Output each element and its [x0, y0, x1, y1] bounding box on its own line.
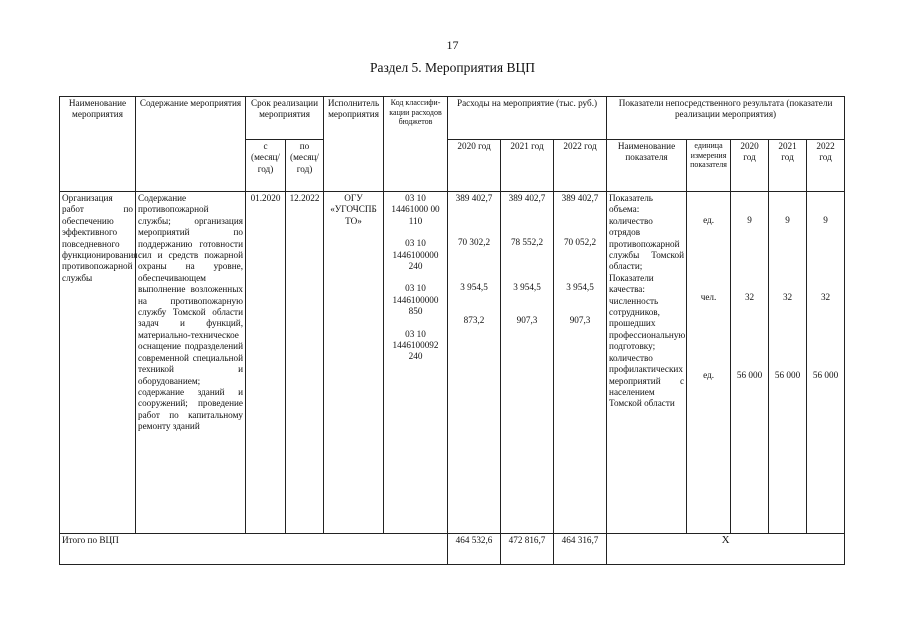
exp-2021-1: 389 402,7	[508, 193, 546, 203]
header-term-to: по (месяц/год)	[286, 140, 324, 192]
unit-1: ед.	[703, 215, 714, 225]
ind-2021-2: 32	[782, 292, 793, 303]
unit-2: чел.	[700, 292, 717, 303]
exp-2021-2: 78 552,2	[510, 237, 544, 248]
header-row	[60, 97, 845, 140]
header-exp-2020: 2020 год	[448, 140, 501, 192]
header-ind-2022: 2022 год	[807, 140, 845, 192]
header-executor: Исполнитель мероприятия	[324, 97, 384, 192]
header-expenses: Расходы на мероприятие (тыс. руб.)	[448, 97, 607, 140]
measure-name: Организация работ по обеспечению эффективного повседневного функционирования противопожарной службы	[60, 192, 136, 534]
expenses-2022-cell	[554, 192, 607, 534]
executor: ОГУ «УГОЧСПБ ТО»	[324, 192, 384, 534]
ind-2020-cell	[731, 192, 769, 534]
header-indicator-name: Наименование показателя	[607, 140, 687, 192]
ind-2022-1: 9	[823, 215, 828, 225]
header-code: Код классифи-кации расходов бюджетов	[384, 97, 448, 192]
exp-2022-1: 389 402,7	[561, 193, 599, 203]
exp-2021-3: 3 954,5	[513, 281, 541, 292]
header-ind-2021: 2021 год	[769, 140, 807, 192]
ind-2022-2: 32	[820, 292, 831, 303]
expenses-2020-cell	[448, 192, 501, 534]
ind-2020-3: 56 000	[736, 369, 763, 380]
ind-2020-1: 9	[747, 215, 752, 225]
exp-2020-4: 873,2	[463, 315, 485, 326]
exp-2022-4: 907,3	[569, 315, 591, 326]
unit-3: ед.	[703, 369, 714, 380]
total-2021: 472 816,7	[501, 534, 554, 565]
ind-2020-2: 32	[744, 292, 755, 303]
code-1: 03 10 14461000 00 110	[391, 193, 440, 226]
page-number: 17	[446, 38, 459, 52]
table-row	[60, 192, 845, 534]
ind-2022-3: 56 000	[812, 369, 839, 380]
measure-content: Содержание противопожарной службы; организация мероприятий по поддержанию готовности сил и средств пожарной охраны на уровне, обеспечивающем выполнение возложенных на противопожарную службу Томской области задач и функций, материально-техническое оснащение подразделений современной специальной техникой и оборудованием; содержание зданий и сооружений; проведение работ по капитальному ремонту зданий	[136, 192, 246, 534]
header-term: Срок реализации мероприятия	[246, 97, 324, 140]
section-title: Раздел 5. Мероприятия ВЦП	[370, 60, 535, 75]
codes-cell	[384, 192, 448, 534]
total-2020: 464 532,6	[448, 534, 501, 565]
indicator-text: Показатель объема: количество отрядов противопожарной службы Томской области; Показатели качества: численность сотрудников, прошедших профессиональную подготовку; количество профилактических мероприятий с населением Томской области	[607, 192, 687, 534]
units-cell	[687, 192, 731, 534]
exp-2022-3: 3 954,5	[566, 281, 594, 292]
code-3: 03 10 1446100000 850	[392, 283, 439, 317]
header-indicators: Показатели непосредственного результата (показатели реализации мероприятия)	[607, 97, 845, 140]
header-unit: единица измерения показателя	[687, 140, 731, 192]
exp-2021-4: 907,3	[516, 315, 538, 326]
exp-2022-2: 70 052,2	[563, 237, 597, 248]
term-from: 01.2020	[246, 192, 286, 534]
exp-2020-1: 389 402,7	[455, 193, 493, 203]
total-x-mark: X	[607, 534, 845, 565]
exp-2020-3: 3 954,5	[460, 281, 488, 292]
code-2: 03 10 1446100000 240	[392, 238, 439, 272]
header-term-from: с (месяц/год)	[246, 140, 286, 192]
expenses-2021-cell	[501, 192, 554, 534]
header-exp-2022: 2022 год	[554, 140, 607, 192]
header-name: Наименование мероприятия	[60, 97, 136, 192]
term-to: 12.2022	[286, 192, 324, 534]
header-exp-2021: 2021 год	[501, 140, 554, 192]
total-label: Итого по ВЦП	[60, 534, 448, 565]
ind-2022-cell	[807, 192, 845, 534]
ind-2021-1: 9	[785, 215, 790, 225]
exp-2020-2: 70 302,2	[457, 237, 491, 248]
ind-2021-cell	[769, 192, 807, 534]
ind-2021-3: 56 000	[774, 369, 801, 380]
header-content: Содержание мероприятия	[136, 97, 246, 192]
code-4: 03 10 1446100092 240	[392, 328, 439, 362]
measures-table	[59, 96, 845, 565]
total-2022: 464 316,7	[554, 534, 607, 565]
header-ind-2020: 2020 год	[731, 140, 769, 192]
total-row	[60, 534, 845, 565]
